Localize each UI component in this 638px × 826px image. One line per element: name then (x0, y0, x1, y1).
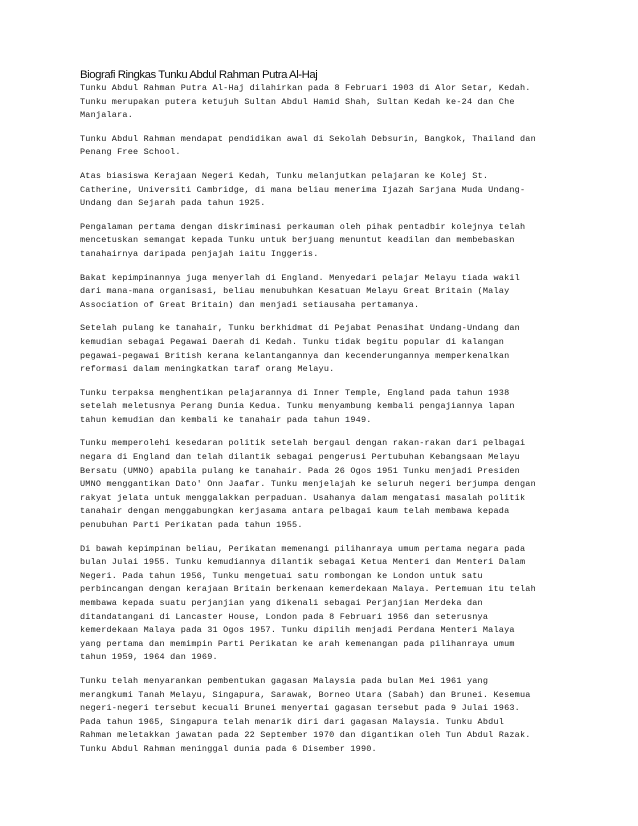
document-page (80, 68, 570, 767)
paragraph-inner-temple: Tunku terpaksa menghentikan pelajarannya di Inner Temple, England pada tahun 1938 setelah meletusnya Perang Dunia Kedua. Tunku menyambung kembali pengajiannya lapan tahun kemudian dan kembali ke tanahair pada tahun 1949. (80, 387, 515, 425)
document-title: Biografi Ringkas Tunku Abdul Rahman Putra Al-Haj (80, 69, 318, 81)
paragraph-political-awareness: Tunku memperolehi kesedaran politik setelah bergaul dengan rakan-rakan dari pelbagai negara di England dan telah dilantik sebagai pengerusi Pertubuhan Kebangsaan Melayu Bersatu (UMNO) apabila pulang ke tanahair. Pada 26 Ogos 1951 Tunku menjadi Presiden UMNO menggantikan Dato' Onn Jaafar. Tunku menjelajah ke seluruh negeri berjumpa dengan rakyat jelata untuk menggalakkan perpaduan. Usahanya dalam mengatasi masalah politik tanahair dengan menggabungkan kerjasama antara pelbagai kaum telah membawa kepada penubuhan Parti Perikatan pada tahun 1955. (80, 438, 536, 531)
paragraph-return-service: Setelah pulang ke tanahair, Tunku berkhidmat di Pejabat Penasihat Undang-Undang dan kemudian sebagai Pegawai Daerah di Kedah. Tunku tidak begitu popular di kalangan pegawai-pegawai British kerana kelantangannya dan kecenderungannya memperkenalkan reformasi dalam meningkatkan taraf orang Melayu. (80, 323, 520, 375)
paragraph-leadership-england: Bakat kepimpinannya juga menyerlah di England. Menyedari pelajar Melayu tiada wakil dari mana-mana organisasi, beliau menubuhkan Kesatuan Melayu Great Britain (Malay Association of Great Britain) dan menjadi setiausaha pertamanya. (80, 272, 520, 310)
paragraph-cambridge: Atas biasiswa Kerajaan Negeri Kedah, Tunku melanjutkan pelajaran ke Kolej St. Catherine, Universiti Cambridge, di mana beliau menerima Ijazah Sarjana Muda Undang- Undang dan Sejarah pada tahun 1925. (80, 170, 526, 209)
paragraph-birth: Tunku Abdul Rahman Putra Al-Haj dilahirkan pada 8 Februari 1903 di Alor Setar, Kedah. Tunku merupakan putera ketujuh Sultan Abdul Hamid Shah, Sultan Kedah ke-24 dan Che Manjalara. (80, 83, 531, 121)
paragraph-malaysia: Tunku telah menyarankan pembentukan gagasan Malaysia pada bulan Mei 1961 yang merangkumi Tanah Melayu, Singapura, Sarawak, Borneo Utara (Sabah) dan Brunei. Kesemua negeri-negeri tersebut kecuali Brunei menyertai gagasan tersebut pada 9 Julai 1963. Pada tahun 1965, Singapura telah menarik diri dari gagasan Malaysia. Tunku Abdul Rahman meletakkan jawatan pada 22 September 1970 dan digantikan oleh Tun Abdul Razak. Tunku Abdul Rahman meninggal dunia pada 6 Disember 1990. (80, 675, 531, 754)
paragraph-independence: Di bawah kepimpinan beliau, Perikatan memenangi pilihanraya umum pertama negara pada bulan Julai 1955. Tunku kemudiannya dilantik sebagai Ketua Menteri dan Menteri Dalam Negeri. Pada tahun 1956, Tunku mengetuai satu rombongan ke London untuk satu perbincangan dengan kerajaan Britain berkenaan kemerdekaan Malaya. Pertemuan itu telah membawa kepada suatu perjanjian yang dikenali sebagai Perjanjian Merdeka dan ditandatangani di Lancaster House, London pada 8 Februari 1956 dan seterusnya kemerdekaan Malaya pada 31 Ogos 1957. Tunku dipilih menjadi Perdana Menteri Malaya yang pertama dan memimpin Parti Perikatan ke arah kemenangan pada pilihanraya umum tahun 1959, 1964 dan 1969. (80, 543, 536, 663)
paragraph-early-education: Tunku Abdul Rahman mendapat pendidikan awal di Sekolah Debsurin, Bangkok, Thailand dan Penang Free School. (80, 133, 536, 158)
paragraph-discrimination: Pengalaman pertama dengan diskriminasi perkauman oleh pihak pentadbir kolejnya telah mencetuskan semangat kepada Tunku untuk berjuang menuntut keadilan dan membebaskan tanahairnya daripada penjajah iaitu Inggeris. (80, 221, 526, 259)
